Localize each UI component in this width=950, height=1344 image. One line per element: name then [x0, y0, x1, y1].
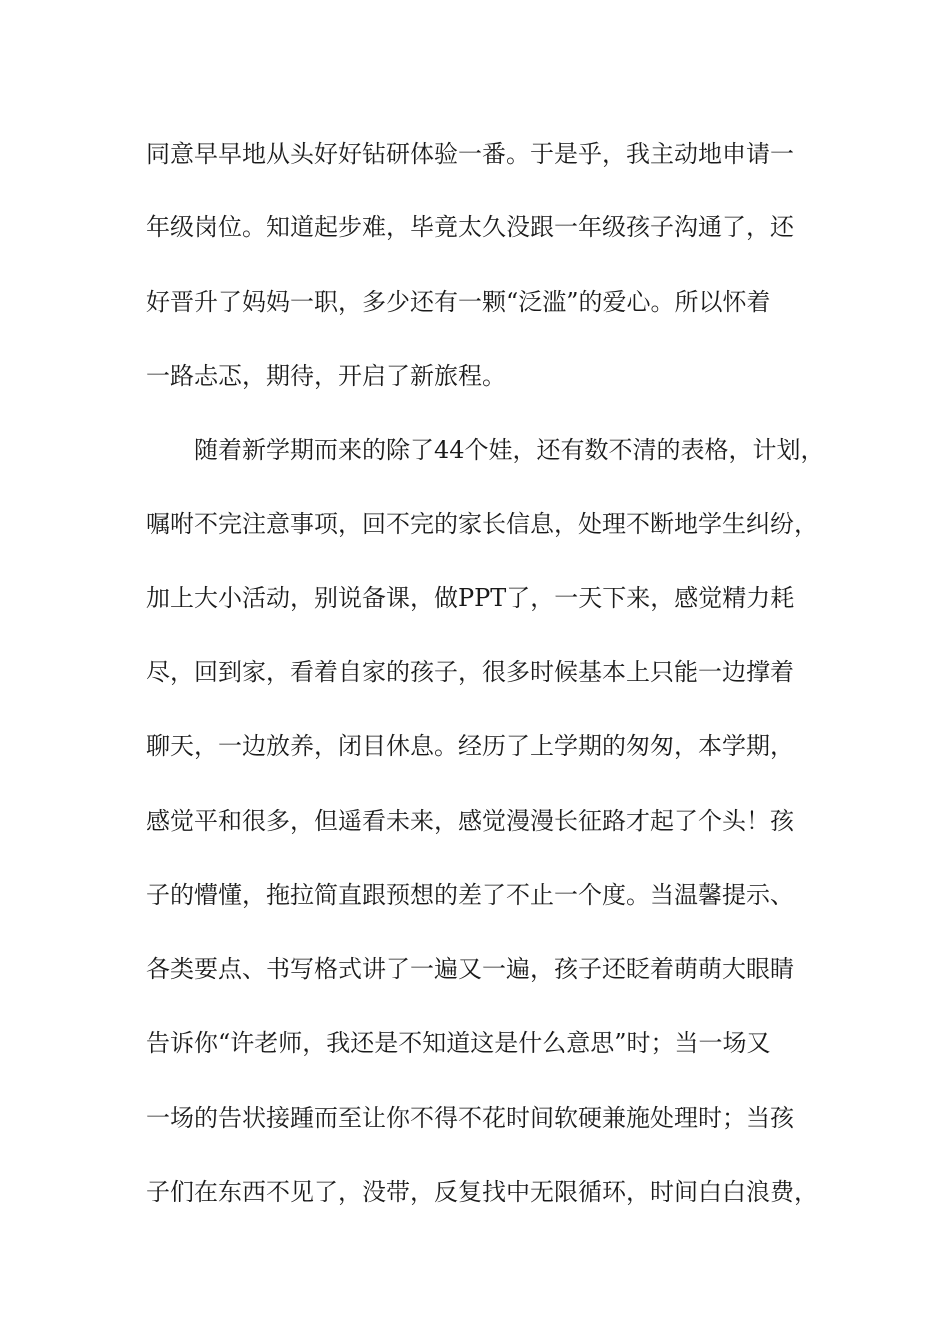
- text-line: 子的懵懂，拖拉简直跟预想的差了不止一个度。当温馨提示、: [146, 881, 794, 909]
- text-line: 感觉平和很多，但遥看未来，感觉漫漫长征路才起了个头！孩: [146, 807, 794, 835]
- text-line: 好晋升了妈妈一职，多少还有一颗“泛滥”的爱心。所以怀着: [146, 288, 771, 316]
- text-line: 嘱咐不完注意事项，回不完的家长信息，处理不断地学生纠纷，: [146, 510, 818, 538]
- text-line: 尽，回到家，看着自家的孩子，很多时候基本上只能一边撑着: [146, 658, 794, 686]
- text-line: 告诉你“许老师，我还是不知道这是什么意思”时；当一场又: [146, 1029, 771, 1057]
- text-line: 一场的告状接踵而至让你不得不花时间软硬兼施处理时；当孩: [146, 1104, 794, 1132]
- paragraph-first-line: 随着新学期而来的除了44个娃，还有数不清的表格，计划，: [194, 436, 825, 464]
- text-line: 各类要点、书写格式讲了一遍又一遍，孩子还眨着萌萌大眼睛: [146, 955, 794, 983]
- text-line: 一路忐忑，期待，开启了新旅程。: [146, 362, 506, 390]
- text-line: 加上大小活动，别说备课，做PPT了，一天下来，感觉精力耗: [146, 584, 795, 612]
- text-line: 年级岗位。知道起步难，毕竟太久没跟一年级孩子沟通了，还: [146, 213, 794, 241]
- text-line: 子们在东西不见了，没带，反复找中无限循环，时间白白浪费，: [146, 1178, 818, 1206]
- text-line: 同意早早地从头好好钻研体验一番。于是乎，我主动地申请一: [146, 140, 794, 168]
- text-line: 聊天，一边放养，闭目休息。经历了上学期的匆匆，本学期，: [146, 732, 794, 760]
